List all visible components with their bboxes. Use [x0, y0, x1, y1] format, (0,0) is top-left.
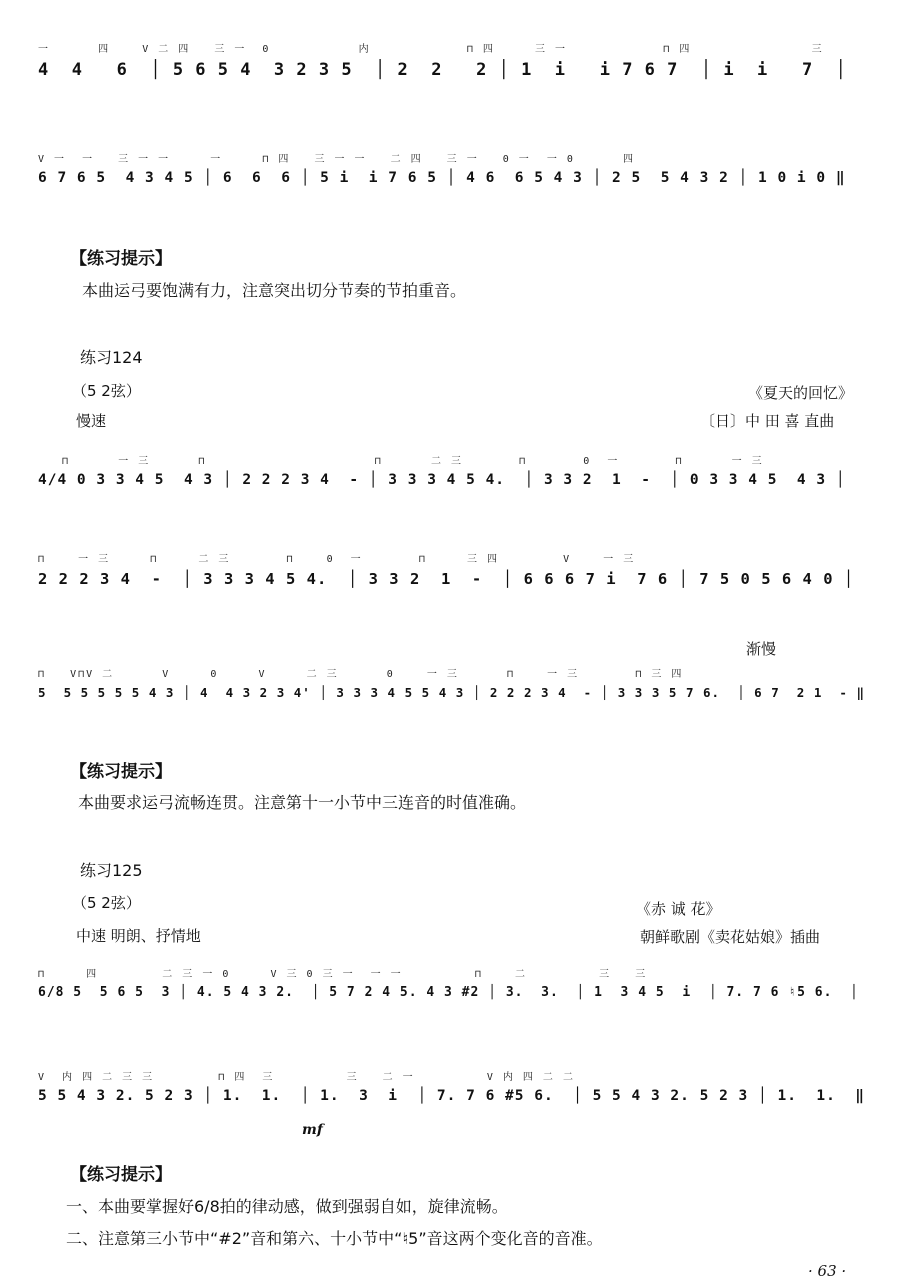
jianpu-notes: 2 2 2 3 4 - │ 3 3 3 4 5 4. │ 3 3 2 1 - │ 6 6 6 7 i 7 6 │ 7 5 0 5 6 4 0 │ [38, 570, 855, 588]
fingering-marks: ⊓ 四 二 三 一 0 V 三 0 三 一 一 一 ⊓ 二 三 三 [38, 969, 648, 980]
tempo-marking: 中速 明朗、抒情地 [76, 927, 201, 945]
dynamic-marking: mf [302, 1122, 323, 1138]
fingering-marks: ⊓ 一 三 ⊓ ⊓ 二 三 ⊓ 0 一 ⊓ 一 三 [38, 456, 764, 467]
jianpu-notes: 4 4 6 │ 5 6 5 4 3 2 3 5 │ 2 2 2 │ 1 i i 7 6 7 │ i i 7 │ [38, 60, 847, 80]
staff-124-3 [38, 665, 868, 725]
jianpu-notes: 6/8 5 5 6 5 3 │ 4. 5 4 3 2. │ 5 7 2 4 5. 4 3 #2 │ 3. 3. │ 1 3 4 5 i │ 7. 7 6 ♮5 6. │ [38, 985, 859, 1000]
jianpu-notes: 6 7 6 5 4 3 4 5 │ 6 6 6 │ 5 i i 7 6 5 │ 4 6 6 5 4 3 │ 2 5 5 4 3 2 │ 1 0 i 0 ‖ [38, 170, 846, 186]
jianpu-notes: 4/4 0 3 3 4 5 4 3 │ 2 2 2 3 4 - │ 3 3 3 4 5 4. │ 3 3 2 1 - │ 0 3 3 4 5 4 3 │ [38, 472, 846, 488]
song-title: 《赤 诚 花》 [636, 900, 721, 918]
fingering-marks: V 一 一 三 一 一 一 ⊓ 四 三 一 一 二 四 三 一 0 一 一 0 四 [38, 154, 636, 165]
exercise-title: 练习125 [80, 861, 143, 880]
staff-124-1 [38, 452, 868, 512]
exercise-title: 练习124 [80, 348, 143, 367]
practice-tip-text: 本曲要求运弓流畅连贯。注意第十一小节中三连音的时值准确。 [78, 793, 527, 812]
staff-124-2 [38, 550, 868, 610]
practice-tip-line-2: 二、注意第三小节中“#2”音和第六、十小节中“♮5”音这两个变化音的音准。 [66, 1229, 603, 1248]
staff-top-1 [38, 40, 868, 100]
tempo-change-marking: 渐慢 [746, 640, 777, 658]
song-title: 《夏天的回忆》 [748, 384, 854, 402]
string-tuning: （5 2弦） [72, 382, 141, 400]
page-number: · 63 · [808, 1262, 847, 1280]
jianpu-notes: 5 5 4 3 2. 5 2 3 │ 1. 1. │ 1. 3 i │ 7. 7 6 #5 6. │ 5 5 4 3 2. 5 2 3 │ 1. 1. ‖ [38, 1088, 866, 1104]
fingering-marks: ⊓ V⊓V 二 V 0 V 二 三 0 一 三 ⊓ 一 三 ⊓ 三 四 [38, 669, 684, 680]
fingering-marks: 一 四 V 二 四 三 一 0 内 ⊓ 四 三 一 ⊓ 四 三 [38, 44, 824, 55]
practice-tip-line-1: 一、本曲要掌握好6/8拍的律动感，做到强弱自如，旋律流畅。 [66, 1197, 508, 1216]
jianpu-notes: 5 5 5 5 5 5 4 3 │ 4 4 3 2 3 4' │ 3 3 3 4 5 5 4 3 │ 2 2 2 3 4 - │ 3 3 3 5 7 6. │ 6 7 2 1 - ‖ [38, 685, 865, 700]
fingering-marks: V 内 四 二 三 三 ⊓ 四 三 三 二 一 V 内 四 二 二 [38, 1072, 575, 1083]
staff-top-2 [38, 150, 868, 210]
practice-tip-heading: 【练习提示】 [70, 249, 172, 269]
staff-125-2 [38, 1068, 868, 1128]
tempo-marking: 慢速 [76, 412, 107, 430]
practice-tip-heading: 【练习提示】 [70, 762, 172, 782]
practice-tip-heading: 【练习提示】 [70, 1165, 172, 1185]
composer-credit: 〔日〕中 田 喜 直曲 [700, 412, 835, 430]
practice-tip-text: 本曲运弓要饱满有力，注意突出切分节奏的节拍重音。 [82, 281, 467, 300]
string-tuning: （5 2弦） [72, 894, 141, 912]
song-source: 朝鲜歌剧《卖花姑娘》插曲 [640, 928, 821, 946]
staff-125-1 [38, 965, 868, 1025]
fingering-marks: ⊓ 一 三 ⊓ 二 三 ⊓ 0 一 ⊓ 三 四 V 一 三 [38, 554, 636, 565]
